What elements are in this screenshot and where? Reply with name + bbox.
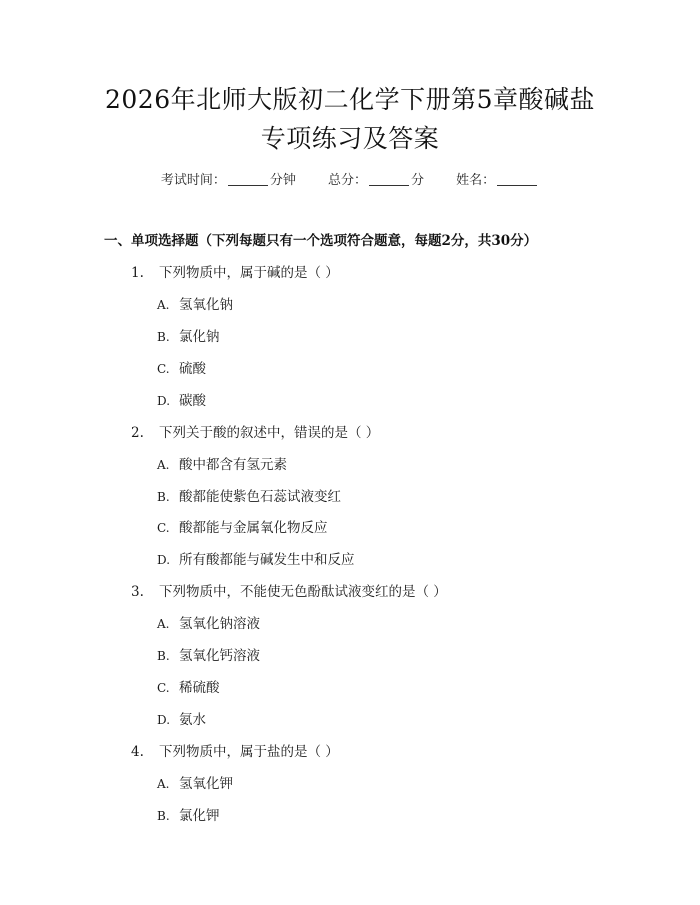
option-letter: C. <box>157 681 170 695</box>
option-text: 酸中都含有氢元素 <box>179 457 287 473</box>
option-letter: A. <box>157 298 170 312</box>
exam-time-unit: 分钟 <box>269 173 296 188</box>
option-text: 氢氧化钠 <box>179 297 233 313</box>
question-2-option-a <box>157 453 287 473</box>
option-text: 氨水 <box>179 712 206 728</box>
total-score-field <box>328 169 424 188</box>
question-2-option-d <box>157 548 355 568</box>
question-number: 3. <box>131 584 144 600</box>
option-letter: C. <box>157 521 170 535</box>
option-letter: A. <box>157 777 170 791</box>
section-heading: 一、单项选择题（下列每题只有一个选项符合题意，每题2分，共30分） <box>104 233 538 249</box>
option-letter: C. <box>157 362 170 376</box>
question-4-option-b <box>157 804 220 824</box>
question-number: 2. <box>131 425 144 441</box>
option-text: 所有酸都能与碱发生中和反应 <box>179 552 355 568</box>
total-score-label: 总分： <box>327 173 367 188</box>
total-score-unit: 分 <box>411 173 425 188</box>
question-1-option-a <box>157 293 233 313</box>
student-name-field <box>456 169 539 188</box>
exam-time-label: 考试时间： <box>160 173 226 188</box>
exam-time-blank <box>228 173 268 186</box>
question-4-option-a <box>157 772 233 792</box>
student-name-label: 姓名： <box>456 173 496 188</box>
option-text: 酸都能使紫色石蕊试液变红 <box>179 489 341 505</box>
question-3 <box>131 580 447 600</box>
option-text: 氢氧化钾 <box>179 776 233 792</box>
option-letter: D. <box>157 553 171 567</box>
option-text: 氯化钾 <box>179 808 220 824</box>
option-letter: B. <box>157 649 170 663</box>
option-text: 氯化钠 <box>179 329 220 345</box>
option-letter: D. <box>157 713 171 727</box>
question-number: 1. <box>131 265 144 281</box>
question-3-option-a <box>157 612 260 632</box>
question-4 <box>131 740 339 760</box>
exam-time-field <box>161 169 296 188</box>
question-1-option-b <box>157 325 220 345</box>
question-text: 下列物质中，属于碱的是（ ） <box>159 265 339 281</box>
question-3-option-d <box>157 708 206 728</box>
option-letter: B. <box>157 330 170 344</box>
option-letter: A. <box>157 617 170 631</box>
option-text: 碳酸 <box>179 393 206 409</box>
question-1-option-c <box>157 357 206 377</box>
option-text: 酸都能与金属氧化物反应 <box>179 520 328 536</box>
question-2-option-b <box>157 485 341 505</box>
document-title-line-1: 2026年北师大版初二化学下册第5章酸碱盐 <box>104 85 596 114</box>
question-1-option-d <box>157 389 206 409</box>
question-3-option-b <box>157 644 260 664</box>
question-1 <box>131 261 339 281</box>
question-text: 下列关于酸的叙述中，错误的是（ ） <box>159 425 380 441</box>
question-number: 4. <box>131 744 144 760</box>
exam-meta-line <box>0 169 700 188</box>
question-text: 下列物质中，不能使无色酚酞试液变红的是（ ） <box>159 584 447 600</box>
option-letter: D. <box>157 394 171 408</box>
option-letter: B. <box>157 809 170 823</box>
total-score-blank <box>369 173 409 186</box>
question-3-option-c <box>157 676 220 696</box>
option-letter: A. <box>157 458 170 472</box>
document-title-line-2: 专项练习及答案 <box>260 124 440 153</box>
question-text: 下列物质中，属于盐的是（ ） <box>159 744 339 760</box>
option-text: 氢氧化钙溶液 <box>179 648 260 664</box>
student-name-blank <box>497 173 537 186</box>
option-text: 稀硫酸 <box>179 680 220 696</box>
option-text: 氢氧化钠溶液 <box>179 616 260 632</box>
option-text: 硫酸 <box>179 361 206 377</box>
question-2-option-c <box>157 516 328 536</box>
question-2 <box>131 421 379 441</box>
option-letter: B. <box>157 490 170 504</box>
